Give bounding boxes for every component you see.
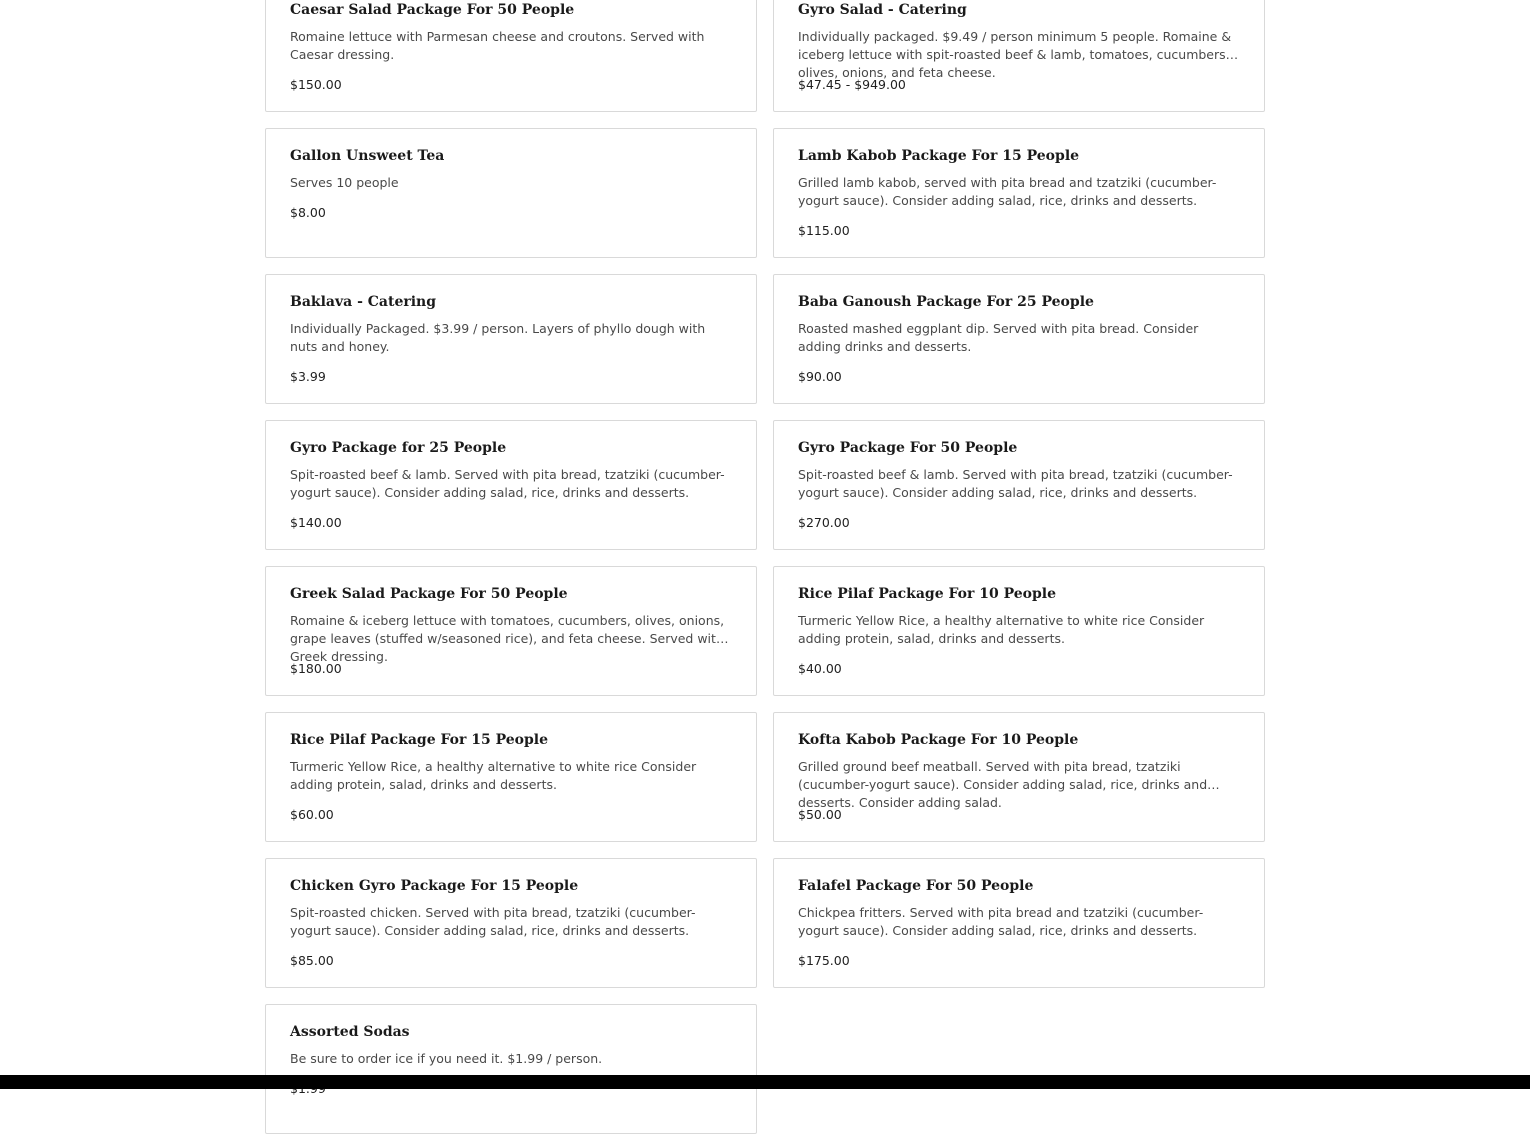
menu-item-card[interactable] [265, 0, 757, 112]
menu-item-description: Turmeric Yellow Rice, a healthy alternative to white rice Consider adding protein, salad, drinks and desserts. [798, 613, 1205, 646]
menu-item-card[interactable] [265, 566, 757, 696]
menu-item-price: $40.00 [798, 661, 842, 676]
menu-item-description: Romaine & iceberg lettuce with tomatoes, cucumbers, olives, onions, grape leaves (stuffed w/seasoned rice), and feta cheese. Served with Greek dressing. [290, 613, 725, 664]
menu-item-name: Gallon Unsweet Tea [290, 148, 445, 164]
menu-item-name: Assorted Sodas [290, 1024, 410, 1040]
menu-item-card[interactable] [265, 712, 757, 842]
menu-item-description: Spit-roasted beef & lamb. Served with pita bread, tzatziki (cucumber-yogurt sauce). Consider adding salad, rice, drinks and desserts. [798, 467, 1233, 500]
menu-item-price: $175.00 [798, 953, 850, 968]
menu-item-price: $85.00 [290, 953, 334, 968]
menu-item-price: $8.00 [290, 205, 326, 220]
menu-item-card[interactable] [265, 274, 757, 404]
menu-item-name: Kofta Kabob Package For 10 People [798, 732, 1079, 748]
menu-item-description: Chickpea fritters. Served with pita bread and tzatziki (cucumber-yogurt sauce). Consider adding salad, rice, drinks and desserts. [798, 905, 1204, 938]
menu-item-price: $50.00 [798, 807, 842, 822]
menu-item-price: $60.00 [290, 807, 334, 822]
menu-item-price: $270.00 [798, 515, 850, 530]
menu-item-name: Baba Ganoush Package For 25 People [798, 294, 1094, 310]
menu-item-description: Turmeric Yellow Rice, a healthy alternative to white rice Consider adding protein, salad, drinks and desserts. [290, 759, 697, 792]
menu-item-name: Gyro Package For 50 People [798, 440, 1018, 456]
menu-item-card[interactable] [773, 128, 1265, 258]
menu-item-card[interactable] [265, 858, 757, 988]
menu-item-name: Lamb Kabob Package For 15 People [798, 148, 1080, 164]
bottom-bar [0, 1075, 1530, 1089]
menu-item-name: Rice Pilaf Package For 15 People [290, 732, 549, 748]
menu-item-description: Roasted mashed eggplant dip. Served with pita bread. Consider adding drinks and desserts. [798, 321, 1199, 354]
menu-item-name: Greek Salad Package For 50 People [290, 586, 568, 602]
menu-item-card[interactable] [773, 566, 1265, 696]
menu-item-price: $180.00 [290, 661, 342, 676]
menu-item-name: Rice Pilaf Package For 10 People [798, 586, 1057, 602]
menu-item-description: Grilled lamb kabob, served with pita bread and tzatziki (cucumber-yogurt sauce). Consider adding salad, rice, drinks and desserts. [798, 175, 1217, 208]
menu-item-price: $140.00 [290, 515, 342, 530]
menu-item-description: Spit-roasted beef & lamb. Served with pita bread, tzatziki (cucumber-yogurt sauce). Consider adding salad, rice, drinks and desserts. [290, 467, 725, 500]
menu-item-description: Be sure to order ice if you need it. $1.99 / person. [290, 1051, 603, 1066]
menu-item-name: Gyro Package for 25 People [290, 440, 507, 456]
menu-item-price: $90.00 [798, 369, 842, 384]
menu-item-name: Falafel Package For 50 People [798, 878, 1034, 894]
menu-item-description: Grilled ground beef meatball. Served with pita bread, tzatziki (cucumber-yogurt sauce). Consider adding salad, rice, drinks and desserts. Consider adding salad. [798, 759, 1208, 810]
menu-item-name: Gyro Salad - Catering [798, 2, 967, 18]
menu-item-card[interactable] [265, 1004, 757, 1134]
menu-item-card[interactable] [773, 858, 1265, 988]
menu-item-price: $150.00 [290, 77, 342, 92]
menu-item-name: Baklava - Catering [290, 294, 437, 310]
menu-item-name: Chicken Gyro Package For 15 People [290, 878, 579, 894]
menu-item-price: $47.45 - $949.00 [798, 77, 906, 92]
menu-item-description: Individually Packaged. $3.99 / person. Layers of phyllo dough with nuts and honey. [290, 321, 706, 354]
menu-item-card[interactable] [773, 420, 1265, 550]
menu-item-card[interactable] [773, 274, 1265, 404]
menu-item-price: $115.00 [798, 223, 850, 238]
menu-item-price: $3.99 [290, 369, 326, 384]
menu-item-card[interactable] [773, 712, 1265, 842]
menu-item-description: Spit-roasted chicken. Served with pita bread, tzatziki (cucumber-yogurt sauce). Consider adding salad, rice, drinks and desserts. [290, 905, 696, 938]
menu-item-card[interactable] [773, 0, 1265, 112]
menu-item-card[interactable] [265, 128, 757, 258]
menu-item-description: Individually packaged. $9.49 / person minimum 5 people. Romaine & iceberg lettuce with spit-roasted beef & lamb, tomatoes, cucumbers, olives, onions, and feta cheese. [798, 29, 1232, 80]
menu-item-description: Romaine lettuce with Parmesan cheese and croutons. Served with Caesar dressing. [290, 29, 705, 62]
menu-item-description: Serves 10 people [290, 175, 399, 190]
menu-item-grid [265, 0, 1265, 1134]
menu-item-name: Caesar Salad Package For 50 People [290, 2, 575, 18]
menu-item-card[interactable] [265, 420, 757, 550]
